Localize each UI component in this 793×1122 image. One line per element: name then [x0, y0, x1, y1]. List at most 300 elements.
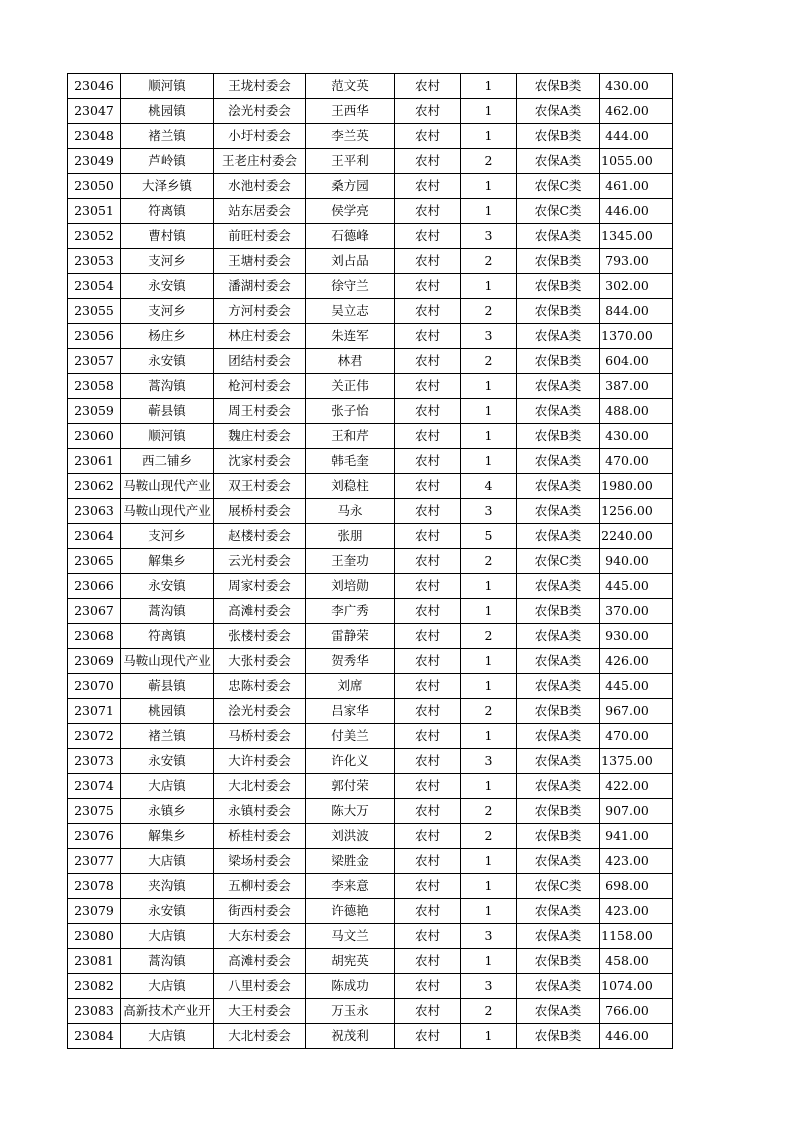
- household-count-cell: 1: [461, 649, 517, 674]
- person-name-cell: 付美兰: [306, 724, 395, 749]
- insurance-category-cell: 农保C类: [517, 874, 600, 899]
- record-id-cell: 23065: [68, 549, 121, 574]
- record-id-cell: 23068: [68, 624, 121, 649]
- table-row: [68, 224, 673, 249]
- record-id-cell: 23054: [68, 274, 121, 299]
- amount-cell: 1370.00: [600, 324, 673, 349]
- household-count-cell: 1: [461, 874, 517, 899]
- person-name-cell: 王奎功: [306, 549, 395, 574]
- person-name-cell: 许化义: [306, 749, 395, 774]
- record-id-cell: 23076: [68, 824, 121, 849]
- household-count-cell: 1: [461, 99, 517, 124]
- household-count-cell: 2: [461, 624, 517, 649]
- insurance-category-cell: 农保C类: [517, 199, 600, 224]
- area-type-cell: 农村: [395, 349, 461, 374]
- area-type-cell: 农村: [395, 649, 461, 674]
- household-count-cell: 3: [461, 924, 517, 949]
- township-cell: 蒿沟镇: [121, 949, 214, 974]
- area-type-cell: 农村: [395, 524, 461, 549]
- amount-cell: 1158.00: [600, 924, 673, 949]
- table-row: [68, 574, 673, 599]
- household-count-cell: 1: [461, 399, 517, 424]
- area-type-cell: 农村: [395, 549, 461, 574]
- table-row: [68, 849, 673, 874]
- township-cell: 符离镇: [121, 199, 214, 224]
- township-cell: 大店镇: [121, 1024, 214, 1049]
- person-name-cell: 侯学亮: [306, 199, 395, 224]
- village-committee-cell: 周家村委会: [214, 574, 306, 599]
- village-committee-cell: 八里村委会: [214, 974, 306, 999]
- person-name-cell: 吴立志: [306, 299, 395, 324]
- township-cell: 大店镇: [121, 924, 214, 949]
- table-row: [68, 499, 673, 524]
- village-committee-cell: 双王村委会: [214, 474, 306, 499]
- amount-cell: 446.00: [600, 199, 673, 224]
- person-name-cell: 胡宪英: [306, 949, 395, 974]
- insurance-category-cell: 农保A类: [517, 474, 600, 499]
- table-row: [68, 174, 673, 199]
- person-name-cell: 许德艳: [306, 899, 395, 924]
- household-count-cell: 2: [461, 299, 517, 324]
- record-id-cell: 23064: [68, 524, 121, 549]
- person-name-cell: 贺秀华: [306, 649, 395, 674]
- insurance-category-cell: 农保B类: [517, 949, 600, 974]
- record-id-cell: 23077: [68, 849, 121, 874]
- insurance-category-cell: 农保A类: [517, 524, 600, 549]
- township-cell: 大泽乡镇: [121, 174, 214, 199]
- area-type-cell: 农村: [395, 1024, 461, 1049]
- record-id-cell: 23082: [68, 974, 121, 999]
- area-type-cell: 农村: [395, 774, 461, 799]
- record-id-cell: 23066: [68, 574, 121, 599]
- village-committee-cell: 街西村委会: [214, 899, 306, 924]
- person-name-cell: 韩毛奎: [306, 449, 395, 474]
- amount-cell: 422.00: [600, 774, 673, 799]
- record-id-cell: 23075: [68, 799, 121, 824]
- record-id-cell: 23080: [68, 924, 121, 949]
- village-committee-cell: 大北村委会: [214, 774, 306, 799]
- person-name-cell: 吕家华: [306, 699, 395, 724]
- household-count-cell: 1: [461, 274, 517, 299]
- village-committee-cell: 大王村委会: [214, 999, 306, 1024]
- table-row: [68, 99, 673, 124]
- village-committee-cell: 魏庄村委会: [214, 424, 306, 449]
- record-id-cell: 23071: [68, 699, 121, 724]
- village-committee-cell: 王垅村委会: [214, 74, 306, 99]
- area-type-cell: 农村: [395, 724, 461, 749]
- area-type-cell: 农村: [395, 974, 461, 999]
- household-count-cell: 1: [461, 774, 517, 799]
- township-cell: 永镇乡: [121, 799, 214, 824]
- table-row: [68, 249, 673, 274]
- area-type-cell: 农村: [395, 899, 461, 924]
- person-name-cell: 关正伟: [306, 374, 395, 399]
- village-committee-cell: 大张村委会: [214, 649, 306, 674]
- person-name-cell: 马永: [306, 499, 395, 524]
- person-name-cell: 李兰英: [306, 124, 395, 149]
- village-committee-cell: 张楼村委会: [214, 624, 306, 649]
- record-id-cell: 23072: [68, 724, 121, 749]
- village-committee-cell: 马桥村委会: [214, 724, 306, 749]
- amount-cell: 1375.00: [600, 749, 673, 774]
- township-cell: 蕲县镇: [121, 674, 214, 699]
- records-table: [67, 73, 673, 1049]
- village-committee-cell: 赵楼村委会: [214, 524, 306, 549]
- township-cell: 蕲县镇: [121, 399, 214, 424]
- township-cell: 永安镇: [121, 749, 214, 774]
- village-committee-cell: 大东村委会: [214, 924, 306, 949]
- insurance-category-cell: 农保A类: [517, 324, 600, 349]
- person-name-cell: 朱连军: [306, 324, 395, 349]
- household-count-cell: 2: [461, 999, 517, 1024]
- village-committee-cell: 高滩村委会: [214, 949, 306, 974]
- table-row: [68, 799, 673, 824]
- village-committee-cell: 站东居委会: [214, 199, 306, 224]
- village-committee-cell: 团结村委会: [214, 349, 306, 374]
- township-cell: 支河乡: [121, 524, 214, 549]
- township-cell: 西二铺乡: [121, 449, 214, 474]
- person-name-cell: 王平利: [306, 149, 395, 174]
- table-row: [68, 524, 673, 549]
- area-type-cell: 农村: [395, 599, 461, 624]
- village-committee-cell: 高滩村委会: [214, 599, 306, 624]
- amount-cell: 302.00: [600, 274, 673, 299]
- amount-cell: 423.00: [600, 849, 673, 874]
- table-row: [68, 649, 673, 674]
- township-cell: 曹村镇: [121, 224, 214, 249]
- amount-cell: 458.00: [600, 949, 673, 974]
- table-row: [68, 699, 673, 724]
- township-cell: 马鞍山现代产业: [121, 474, 214, 499]
- person-name-cell: 刘席: [306, 674, 395, 699]
- township-cell: 褚兰镇: [121, 724, 214, 749]
- household-count-cell: 1: [461, 949, 517, 974]
- insurance-category-cell: 农保B类: [517, 349, 600, 374]
- household-count-cell: 2: [461, 549, 517, 574]
- insurance-category-cell: 农保B类: [517, 274, 600, 299]
- insurance-category-cell: 农保B类: [517, 424, 600, 449]
- table-row: [68, 674, 673, 699]
- area-type-cell: 农村: [395, 74, 461, 99]
- record-id-cell: 23070: [68, 674, 121, 699]
- person-name-cell: 陈成功: [306, 974, 395, 999]
- village-committee-cell: 永镇村委会: [214, 799, 306, 824]
- record-id-cell: 23056: [68, 324, 121, 349]
- household-count-cell: 2: [461, 699, 517, 724]
- village-committee-cell: 沈家村委会: [214, 449, 306, 474]
- insurance-category-cell: 农保A类: [517, 999, 600, 1024]
- area-type-cell: 农村: [395, 199, 461, 224]
- amount-cell: 907.00: [600, 799, 673, 824]
- household-count-cell: 3: [461, 324, 517, 349]
- amount-cell: 446.00: [600, 1024, 673, 1049]
- township-cell: 蒿沟镇: [121, 374, 214, 399]
- township-cell: 顺河镇: [121, 74, 214, 99]
- table-row: [68, 724, 673, 749]
- table-row: [68, 599, 673, 624]
- area-type-cell: 农村: [395, 399, 461, 424]
- person-name-cell: 石德峰: [306, 224, 395, 249]
- table-row: [68, 449, 673, 474]
- township-cell: 符离镇: [121, 624, 214, 649]
- insurance-category-cell: 农保B类: [517, 299, 600, 324]
- area-type-cell: 农村: [395, 824, 461, 849]
- insurance-category-cell: 农保A类: [517, 99, 600, 124]
- person-name-cell: 李广秀: [306, 599, 395, 624]
- amount-cell: 1055.00: [600, 149, 673, 174]
- area-type-cell: 农村: [395, 574, 461, 599]
- insurance-category-cell: 农保B类: [517, 74, 600, 99]
- person-name-cell: 刘占品: [306, 249, 395, 274]
- township-cell: 褚兰镇: [121, 124, 214, 149]
- insurance-category-cell: 农保A类: [517, 449, 600, 474]
- township-cell: 支河乡: [121, 299, 214, 324]
- area-type-cell: 农村: [395, 799, 461, 824]
- amount-cell: 445.00: [600, 574, 673, 599]
- village-committee-cell: 桥桂村委会: [214, 824, 306, 849]
- household-count-cell: 2: [461, 799, 517, 824]
- household-count-cell: 1: [461, 899, 517, 924]
- record-id-cell: 23048: [68, 124, 121, 149]
- village-committee-cell: 王塘村委会: [214, 249, 306, 274]
- table-row: [68, 749, 673, 774]
- area-type-cell: 农村: [395, 699, 461, 724]
- amount-cell: 1074.00: [600, 974, 673, 999]
- amount-cell: 488.00: [600, 399, 673, 424]
- household-count-cell: 1: [461, 849, 517, 874]
- amount-cell: 461.00: [600, 174, 673, 199]
- record-id-cell: 23083: [68, 999, 121, 1024]
- table-row: [68, 874, 673, 899]
- table-row: [68, 474, 673, 499]
- record-id-cell: 23063: [68, 499, 121, 524]
- insurance-category-cell: 农保B类: [517, 249, 600, 274]
- village-committee-cell: 方河村委会: [214, 299, 306, 324]
- household-count-cell: 1: [461, 724, 517, 749]
- village-committee-cell: 周王村委会: [214, 399, 306, 424]
- household-count-cell: 2: [461, 824, 517, 849]
- village-committee-cell: 枪河村委会: [214, 374, 306, 399]
- table-row: [68, 349, 673, 374]
- amount-cell: 1980.00: [600, 474, 673, 499]
- area-type-cell: 农村: [395, 224, 461, 249]
- township-cell: 桃园镇: [121, 99, 214, 124]
- table-row: [68, 299, 673, 324]
- township-cell: 解集乡: [121, 549, 214, 574]
- area-type-cell: 农村: [395, 249, 461, 274]
- household-count-cell: 1: [461, 124, 517, 149]
- insurance-category-cell: 农保A类: [517, 924, 600, 949]
- insurance-category-cell: 农保A类: [517, 749, 600, 774]
- insurance-category-cell: 农保A类: [517, 974, 600, 999]
- table-row: [68, 74, 673, 99]
- area-type-cell: 农村: [395, 424, 461, 449]
- village-committee-cell: 忠陈村委会: [214, 674, 306, 699]
- amount-cell: 445.00: [600, 674, 673, 699]
- person-name-cell: 张子怡: [306, 399, 395, 424]
- township-cell: 蒿沟镇: [121, 599, 214, 624]
- household-count-cell: 2: [461, 249, 517, 274]
- record-id-cell: 23069: [68, 649, 121, 674]
- household-count-cell: 3: [461, 749, 517, 774]
- table-row: [68, 899, 673, 924]
- table-row: [68, 949, 673, 974]
- amount-cell: 698.00: [600, 874, 673, 899]
- insurance-category-cell: 农保B类: [517, 799, 600, 824]
- area-type-cell: 农村: [395, 949, 461, 974]
- township-cell: 芦岭镇: [121, 149, 214, 174]
- amount-cell: 444.00: [600, 124, 673, 149]
- person-name-cell: 马文兰: [306, 924, 395, 949]
- insurance-category-cell: 农保A类: [517, 224, 600, 249]
- household-count-cell: 3: [461, 224, 517, 249]
- person-name-cell: 王和芹: [306, 424, 395, 449]
- record-id-cell: 23059: [68, 399, 121, 424]
- insurance-category-cell: 农保C类: [517, 174, 600, 199]
- village-committee-cell: 梁场村委会: [214, 849, 306, 874]
- area-type-cell: 农村: [395, 999, 461, 1024]
- township-cell: 大店镇: [121, 849, 214, 874]
- amount-cell: 1345.00: [600, 224, 673, 249]
- insurance-category-cell: 农保A类: [517, 149, 600, 174]
- township-cell: 大店镇: [121, 974, 214, 999]
- person-name-cell: 祝茂利: [306, 1024, 395, 1049]
- amount-cell: 387.00: [600, 374, 673, 399]
- record-id-cell: 23051: [68, 199, 121, 224]
- township-cell: 马鞍山现代产业: [121, 649, 214, 674]
- household-count-cell: 1: [461, 424, 517, 449]
- table-row: [68, 274, 673, 299]
- household-count-cell: 2: [461, 149, 517, 174]
- village-committee-cell: 林庄村委会: [214, 324, 306, 349]
- person-name-cell: 雷静荣: [306, 624, 395, 649]
- record-id-cell: 23049: [68, 149, 121, 174]
- area-type-cell: 农村: [395, 324, 461, 349]
- person-name-cell: 梁胜金: [306, 849, 395, 874]
- record-id-cell: 23052: [68, 224, 121, 249]
- insurance-category-cell: 农保A类: [517, 399, 600, 424]
- amount-cell: 423.00: [600, 899, 673, 924]
- record-id-cell: 23074: [68, 774, 121, 799]
- insurance-category-cell: 农保A类: [517, 774, 600, 799]
- insurance-category-cell: 农保A类: [517, 674, 600, 699]
- table-row: [68, 924, 673, 949]
- table-row: [68, 1024, 673, 1049]
- record-id-cell: 23050: [68, 174, 121, 199]
- household-count-cell: 1: [461, 74, 517, 99]
- record-id-cell: 23055: [68, 299, 121, 324]
- insurance-category-cell: 农保A类: [517, 374, 600, 399]
- area-type-cell: 农村: [395, 124, 461, 149]
- person-name-cell: 范文英: [306, 74, 395, 99]
- village-committee-cell: 潘湖村委会: [214, 274, 306, 299]
- township-cell: 高新技术产业开: [121, 999, 214, 1024]
- table-row: [68, 124, 673, 149]
- area-type-cell: 农村: [395, 99, 461, 124]
- amount-cell: 967.00: [600, 699, 673, 724]
- person-name-cell: 刘洪波: [306, 824, 395, 849]
- record-id-cell: 23073: [68, 749, 121, 774]
- table-row: [68, 149, 673, 174]
- area-type-cell: 农村: [395, 849, 461, 874]
- record-id-cell: 23053: [68, 249, 121, 274]
- amount-cell: 793.00: [600, 249, 673, 274]
- village-committee-cell: 浍光村委会: [214, 99, 306, 124]
- table-row: [68, 824, 673, 849]
- village-committee-cell: 大北村委会: [214, 1024, 306, 1049]
- household-count-cell: 1: [461, 174, 517, 199]
- village-committee-cell: 展桥村委会: [214, 499, 306, 524]
- township-cell: 桃园镇: [121, 699, 214, 724]
- person-name-cell: 王西华: [306, 99, 395, 124]
- amount-cell: 844.00: [600, 299, 673, 324]
- village-committee-cell: 王老庄村委会: [214, 149, 306, 174]
- record-id-cell: 23084: [68, 1024, 121, 1049]
- amount-cell: 430.00: [600, 74, 673, 99]
- amount-cell: 470.00: [600, 449, 673, 474]
- insurance-category-cell: 农保A类: [517, 899, 600, 924]
- village-committee-cell: 前旺村委会: [214, 224, 306, 249]
- amount-cell: 430.00: [600, 424, 673, 449]
- insurance-category-cell: 农保B类: [517, 124, 600, 149]
- insurance-category-cell: 农保B类: [517, 1024, 600, 1049]
- township-cell: 永安镇: [121, 349, 214, 374]
- area-type-cell: 农村: [395, 874, 461, 899]
- household-count-cell: 4: [461, 474, 517, 499]
- insurance-category-cell: 农保B类: [517, 699, 600, 724]
- township-cell: 杨庄乡: [121, 324, 214, 349]
- household-count-cell: 3: [461, 974, 517, 999]
- area-type-cell: 农村: [395, 299, 461, 324]
- amount-cell: 470.00: [600, 724, 673, 749]
- township-cell: 永安镇: [121, 274, 214, 299]
- insurance-category-cell: 农保A类: [517, 574, 600, 599]
- person-name-cell: 张朋: [306, 524, 395, 549]
- table-row: [68, 624, 673, 649]
- insurance-category-cell: 农保B类: [517, 824, 600, 849]
- person-name-cell: 刘稳柱: [306, 474, 395, 499]
- person-name-cell: 徐守兰: [306, 274, 395, 299]
- insurance-category-cell: 农保A类: [517, 499, 600, 524]
- amount-cell: 940.00: [600, 549, 673, 574]
- area-type-cell: 农村: [395, 174, 461, 199]
- insurance-category-cell: 农保C类: [517, 549, 600, 574]
- village-committee-cell: 大许村委会: [214, 749, 306, 774]
- person-name-cell: 万玉永: [306, 999, 395, 1024]
- table-row: [68, 199, 673, 224]
- household-count-cell: 1: [461, 674, 517, 699]
- table-row: [68, 324, 673, 349]
- township-cell: 马鞍山现代产业: [121, 499, 214, 524]
- person-name-cell: 桑方园: [306, 174, 395, 199]
- record-id-cell: 23062: [68, 474, 121, 499]
- record-id-cell: 23061: [68, 449, 121, 474]
- amount-cell: 2240.00: [600, 524, 673, 549]
- township-cell: 夹沟镇: [121, 874, 214, 899]
- record-id-cell: 23079: [68, 899, 121, 924]
- household-count-cell: 1: [461, 599, 517, 624]
- person-name-cell: 林君: [306, 349, 395, 374]
- person-name-cell: 郭付荣: [306, 774, 395, 799]
- area-type-cell: 农村: [395, 274, 461, 299]
- village-committee-cell: 云光村委会: [214, 549, 306, 574]
- table-row: [68, 549, 673, 574]
- township-cell: 解集乡: [121, 824, 214, 849]
- table-row: [68, 999, 673, 1024]
- township-cell: 永安镇: [121, 899, 214, 924]
- table-row: [68, 424, 673, 449]
- table-row: [68, 399, 673, 424]
